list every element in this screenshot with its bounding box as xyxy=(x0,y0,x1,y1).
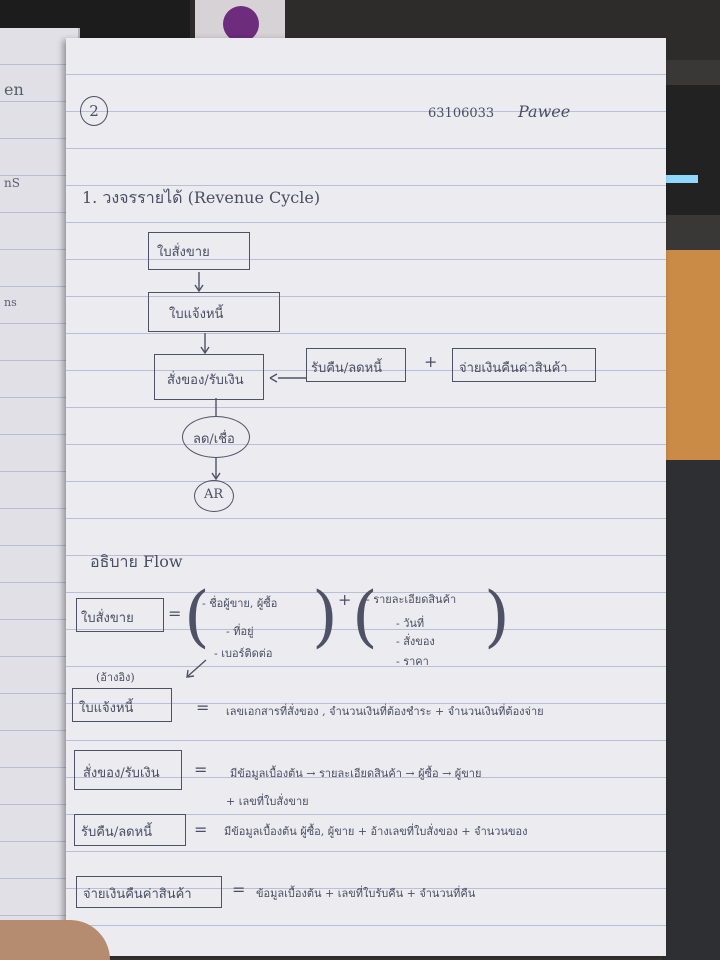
explain-term: สั่งของ/รับเงิน xyxy=(83,766,160,781)
right-paren: ) xyxy=(312,578,338,655)
flow-label-receive-payment: สั่งของ/รับเงิน xyxy=(167,373,244,388)
explain-equals: = xyxy=(232,880,246,899)
flow-label-pay-refund: จ่ายเงินคืนค่าสินค้า xyxy=(459,361,568,376)
explain-equals: = xyxy=(194,760,208,779)
explain-note: (อ้างอิง) xyxy=(96,671,135,684)
flow-plus: + xyxy=(424,352,438,371)
keyboard-backlight xyxy=(663,175,698,183)
explain-term-box xyxy=(74,750,182,790)
flow-box-return-credit xyxy=(306,348,406,382)
flow-circle-ar xyxy=(194,480,234,512)
left-page-fragment: en xyxy=(4,80,24,99)
explain-line: - ที่อยู่ xyxy=(226,625,254,638)
flow-box-invoice xyxy=(148,292,280,332)
explain-line: - วันที่ xyxy=(396,617,425,630)
explain-desc: เลขเอกสารที่สั่งของ , จำนวนเงินที่ต้องชำระ + จำนวนเงินที่ต้องจ่าย xyxy=(226,705,544,718)
explain-term-box xyxy=(76,876,222,908)
explain-equals: = xyxy=(194,820,208,839)
explain-equals: = xyxy=(168,604,182,623)
flow-box-pay-refund xyxy=(452,348,596,382)
flow-label-ar: AR xyxy=(204,487,224,502)
student-name: Pawee xyxy=(518,102,571,121)
page-number-circle: 2 xyxy=(80,96,108,126)
explain-desc: + เลขที่ใบสั่งขาย xyxy=(226,795,309,808)
explain-line: - รายละเอียดสินค้า xyxy=(366,593,457,606)
explain-term: ใบสั่งขาย xyxy=(81,611,134,626)
notebook-page xyxy=(66,38,666,956)
flow-box-receive-payment xyxy=(154,354,264,400)
flow-box-sales-order xyxy=(148,232,250,270)
device-ring xyxy=(223,6,259,42)
left-page-fragment: ns xyxy=(4,296,17,309)
explain-heading: อธิบาย Flow xyxy=(90,552,183,571)
left-paren: ( xyxy=(352,578,378,655)
flow-label-invoice: ใบแจ้งหนี้ xyxy=(169,307,224,322)
flow-label-discount: ลด/เชื่อ xyxy=(193,432,235,447)
right-paren: ) xyxy=(484,578,510,655)
section-title: 1. วงจรรายได้ (Revenue Cycle) xyxy=(82,188,321,207)
explain-desc: มีข้อมูลเบื้องต้น → รายละเอียดสินค้า → ผู้ซื้อ → ผู้ขาย xyxy=(230,767,482,780)
left-page-fragment: nS xyxy=(4,176,20,190)
explain-line: - เบอร์ติดต่อ xyxy=(214,647,273,660)
explain-line: - ชื่อผู้ขาย, ผู้ซื้อ xyxy=(202,597,278,610)
explain-line: - ราคา xyxy=(396,655,429,668)
floor-background xyxy=(662,460,720,960)
flow-label-sales-order: ใบสั่งขาย xyxy=(157,245,210,260)
explain-desc: ข้อมูลเบื้องต้น + เลขที่ใบรับคืน + จำนวนที่คืน xyxy=(256,887,476,900)
left-paren: ( xyxy=(184,578,210,655)
explain-term: รับคืน/ลดหนี้ xyxy=(81,825,153,840)
explain-term-box xyxy=(72,688,172,722)
flow-label-return-credit: รับคืน/ลดหนี้ xyxy=(311,361,383,376)
wooden-desk xyxy=(662,250,720,460)
explain-line: - สั่งของ xyxy=(396,635,435,648)
arrow-explain-to-invoice xyxy=(188,660,206,676)
explain-term: ใบแจ้งหนี้ xyxy=(79,701,134,716)
explain-term: จ่ายเงินคืนค่าสินค้า xyxy=(83,887,192,902)
explain-term-box xyxy=(74,814,186,846)
explain-equals: = xyxy=(196,698,210,717)
student-id: 63106033 xyxy=(428,106,495,121)
flow-cloud-discount xyxy=(182,416,250,458)
explain-desc: มีข้อมูลเบื้องต้น ผู้ซื้อ, ผู้ขาย + อ้างเลขที่ใบสั่งของ + จำนวนของ xyxy=(224,825,528,838)
explain-plus: + xyxy=(338,590,352,609)
arrowhead xyxy=(270,374,277,382)
explain-term-box xyxy=(76,598,164,632)
device xyxy=(195,0,285,42)
